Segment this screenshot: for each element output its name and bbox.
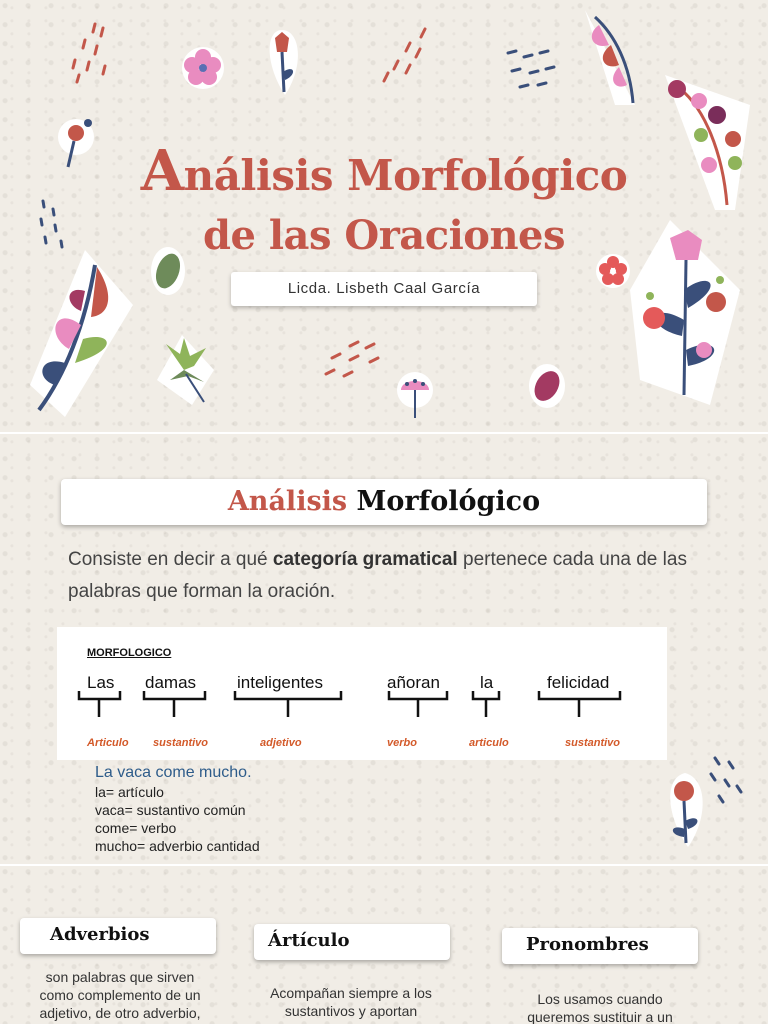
card-description <box>240 984 462 1020</box>
diagram-tag: Articulo <box>87 737 129 749</box>
leaf-branch-icon <box>575 5 640 110</box>
diagram-word: inteligentes <box>237 673 324 692</box>
card-pronombres <box>502 928 698 964</box>
example-line: come= verbo <box>95 820 177 836</box>
bracket-icon <box>233 689 343 719</box>
example-block <box>95 764 260 855</box>
title-rest: nálisis Morfológico <box>183 151 628 200</box>
title-line-2: de las Oraciones <box>202 212 566 259</box>
diagram-word: felicidad <box>547 673 610 692</box>
dash-pattern-icon <box>380 25 435 85</box>
author-box: Licda. Lisbeth Caal García <box>231 272 537 306</box>
example-sentence: La vaca come mucho. <box>95 764 252 781</box>
dandelion-icon <box>395 370 435 422</box>
diagram-tag: adjetivo <box>260 737 302 749</box>
desc-bold: categoría gramatical <box>272 549 458 570</box>
dash-pattern-icon <box>705 752 750 812</box>
bracket-icon <box>387 689 449 719</box>
heading-red: Análisis <box>227 486 348 517</box>
categories-slide <box>0 866 768 1024</box>
pink-flower-icon <box>180 45 226 91</box>
morphology-slide <box>0 434 768 864</box>
bracket-icon <box>471 689 501 719</box>
diagram-tag: sustantivo <box>565 737 621 749</box>
fern-leaf-icon <box>152 330 217 408</box>
card-label: Adverbios <box>50 924 150 945</box>
big-leaf-plant-icon <box>25 245 135 420</box>
tulip-icon <box>255 20 310 100</box>
bracket-icon <box>142 689 207 719</box>
diagram-title: MORFOLOGICO <box>87 647 172 659</box>
card-label: Ártículo <box>268 930 350 951</box>
card-label: Pronombres <box>526 934 649 955</box>
text-line: sustantivos y aportan <box>284 1003 418 1019</box>
title-slide <box>0 0 768 432</box>
diagram-tag: articulo <box>469 737 509 749</box>
diagram-word: la <box>480 673 494 692</box>
bracket-icon <box>537 689 622 719</box>
example-line: mucho= adverbio cantidad <box>95 838 260 854</box>
card-description <box>490 990 710 1024</box>
card-description <box>10 968 230 1022</box>
section-heading <box>61 479 707 525</box>
diagram-word: damas <box>145 673 197 692</box>
dash-pattern-icon <box>65 20 115 85</box>
description <box>68 544 708 608</box>
heading-black: Morfológico <box>356 486 541 517</box>
card-articulo <box>254 924 450 960</box>
dash-pattern-icon <box>500 45 565 95</box>
diagram-word: añoran <box>387 673 440 692</box>
text-line: queremos sustituir a un <box>527 1009 673 1024</box>
bracket-icon <box>77 689 122 719</box>
rose-icon <box>660 769 710 849</box>
desc-text: pertenece cada una de las palabras que forman la oración. <box>68 549 687 602</box>
text-line: como complemento de un <box>39 987 201 1003</box>
title-initial: A <box>140 138 184 204</box>
text-line: Acompañan siempre a los <box>270 985 432 1001</box>
diagram-word: Las <box>87 673 115 692</box>
text-line: son palabras que sirven <box>45 969 195 985</box>
card-adverbios <box>20 918 216 954</box>
title-line-1 <box>0 138 768 204</box>
seed-pod-icon <box>525 362 569 412</box>
diagram-tag: verbo <box>387 737 417 749</box>
example-line: vaca= sustantivo común <box>95 802 246 818</box>
example-line: la= artículo <box>95 784 164 800</box>
text-line: adjetivo, de otro adverbio, <box>39 1005 201 1021</box>
dash-pattern-icon <box>320 340 390 385</box>
desc-text: Consiste en decir a qué <box>68 549 273 570</box>
morphology-diagram <box>57 627 667 760</box>
diagram-tag: sustantivo <box>153 737 209 749</box>
text-line: Los usamos cuando <box>537 991 663 1007</box>
